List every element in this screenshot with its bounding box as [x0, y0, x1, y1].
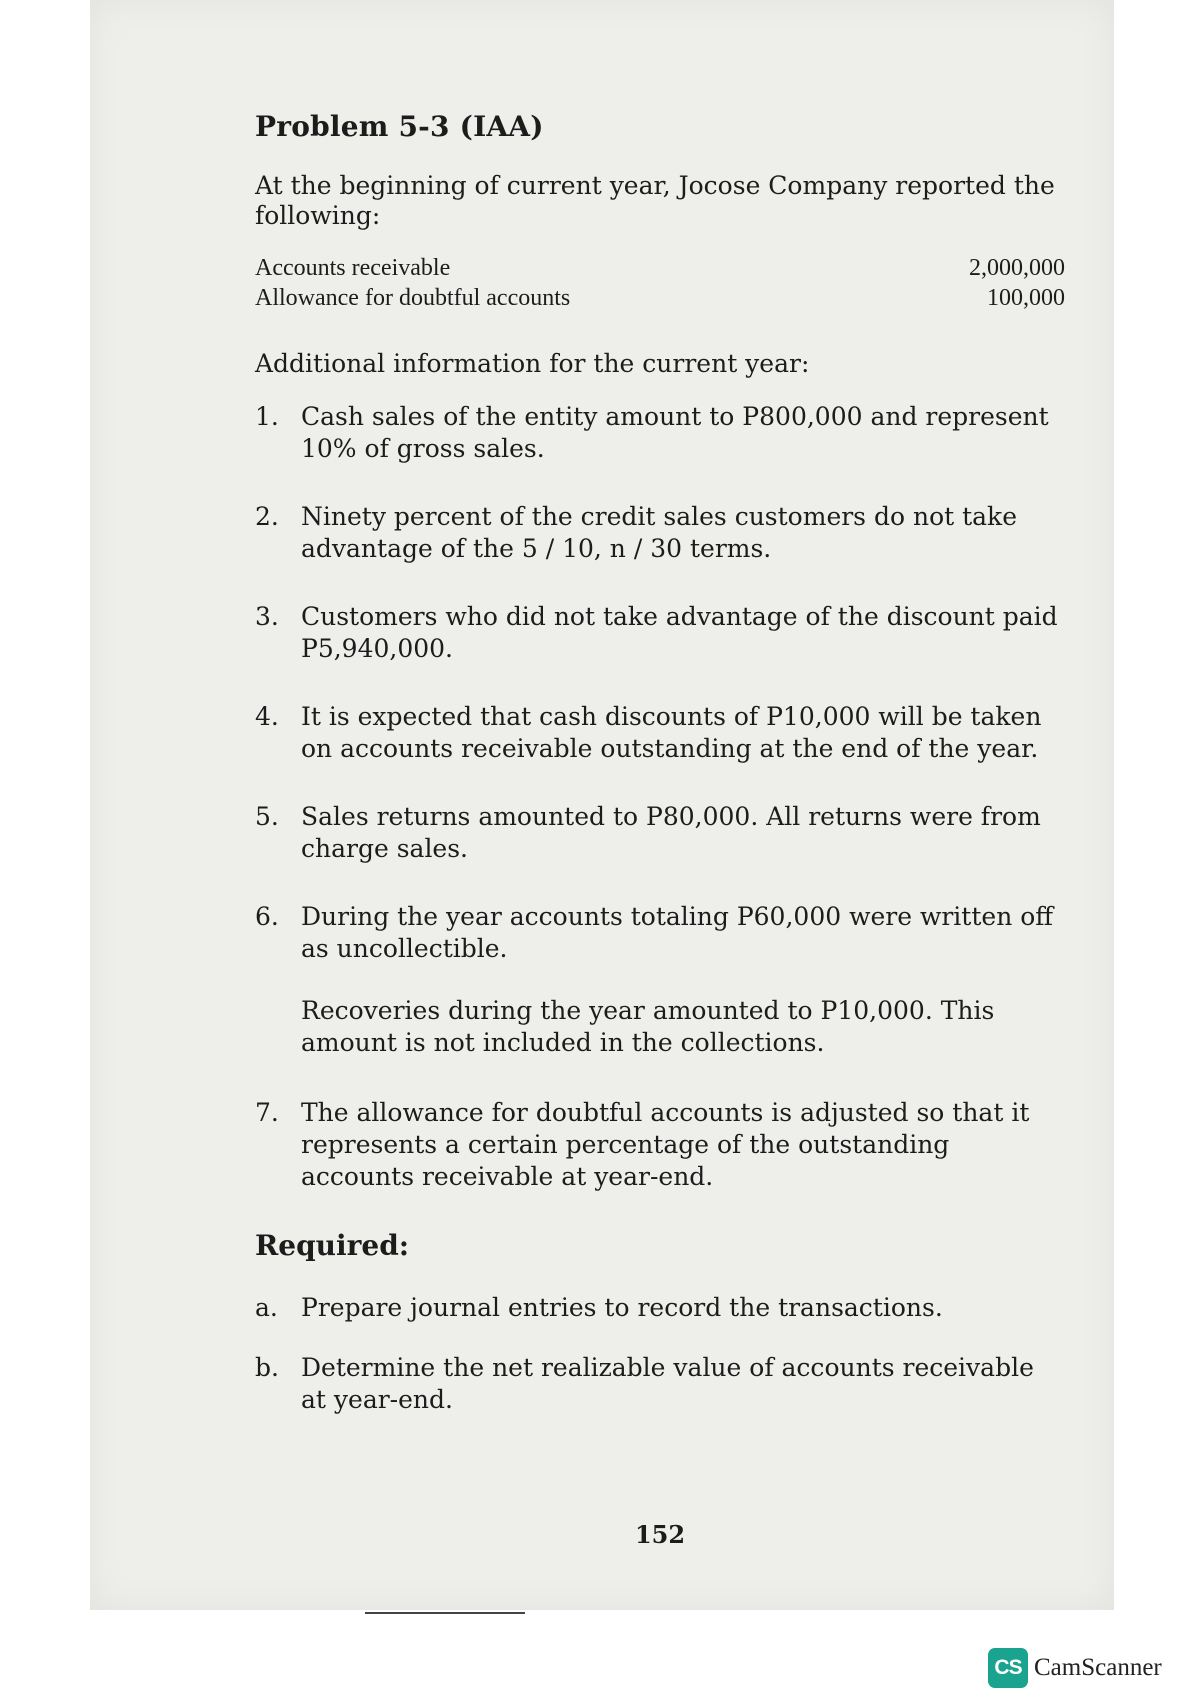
footer-rule — [365, 1612, 525, 1614]
item-number: 6. — [255, 902, 279, 931]
item-text: The allowance for doubtful accounts is adjusted so that it represents a certain percentage of the outstanding accounts receivable at year-end. — [301, 1098, 1030, 1191]
scan-margin — [0, 0, 92, 1610]
required-heading: Required: — [255, 1229, 410, 1262]
page-number — [0, 1520, 1200, 1549]
list-item — [255, 801, 1065, 865]
balance-row-accounts-receivable — [255, 253, 1065, 283]
page-content — [255, 110, 1065, 1444]
item-text: Customers who did not take advantage of the discount paid P5,940,000. — [301, 602, 1058, 663]
item-number: 3. — [255, 602, 279, 631]
list-item-7 — [255, 1097, 1065, 1193]
item-number: 7. — [255, 1098, 279, 1127]
list-item — [255, 401, 1065, 465]
item-number: 2. — [255, 502, 279, 531]
camscanner-watermark — [988, 1648, 1162, 1688]
camscanner-text: CamScanner — [1034, 1654, 1162, 1681]
intro-paragraph: At the beginning of current year, Jocose Company reported the following: — [255, 171, 1055, 230]
required-item — [255, 1352, 1065, 1416]
list-item — [255, 501, 1065, 565]
required-text: Prepare journal entries to record the transactions. — [301, 1293, 943, 1322]
item-6-note: Recoveries during the year amounted to P10,000. This amount is not included in the collections. — [301, 996, 995, 1057]
item-text: Ninety percent of the credit sales customers do not take advantage of the 5 / 10, n / 30 terms. — [301, 502, 1018, 563]
balance-amount: 2,000,000 — [969, 255, 1065, 281]
item-text: During the year accounts totaling P60,000 were written off as uncollectible. — [301, 902, 1054, 963]
balance-label: Allowance for doubtful accounts — [255, 285, 571, 311]
list-item — [255, 601, 1065, 665]
balance-label: Accounts receivable — [255, 255, 451, 281]
balance-amount: 100,000 — [987, 285, 1065, 311]
required-item — [255, 1292, 1065, 1324]
item-text: Cash sales of the entity amount to P800,000 and represent 10% of gross sales. — [301, 402, 1049, 463]
item-number: 1. — [255, 402, 279, 431]
beginning-balances — [255, 253, 1065, 313]
item-number: 4. — [255, 702, 279, 731]
item-number: 5. — [255, 802, 279, 831]
list-item — [255, 701, 1065, 765]
item-text: Sales returns amounted to P80,000. All returns were from charge sales. — [301, 802, 1041, 863]
additional-info-list — [255, 401, 1065, 965]
balance-row-allowance — [255, 283, 1065, 313]
required-text: Determine the net realizable value of accounts receivable at year-end. — [301, 1353, 1034, 1414]
required-letter: b. — [255, 1353, 279, 1382]
problem-title: Problem 5-3 (IAA) — [255, 110, 544, 143]
page-number-text: 152 — [634, 1520, 686, 1549]
item-text: It is expected that cash discounts of P10,000 will be taken on accounts receivable outstanding at the end of the year. — [301, 702, 1042, 763]
camscanner-logo-icon: CS — [988, 1648, 1028, 1688]
additional-info-heading: Additional information for the current year: — [255, 349, 810, 378]
list-item — [255, 901, 1065, 965]
required-letter: a. — [255, 1293, 278, 1322]
